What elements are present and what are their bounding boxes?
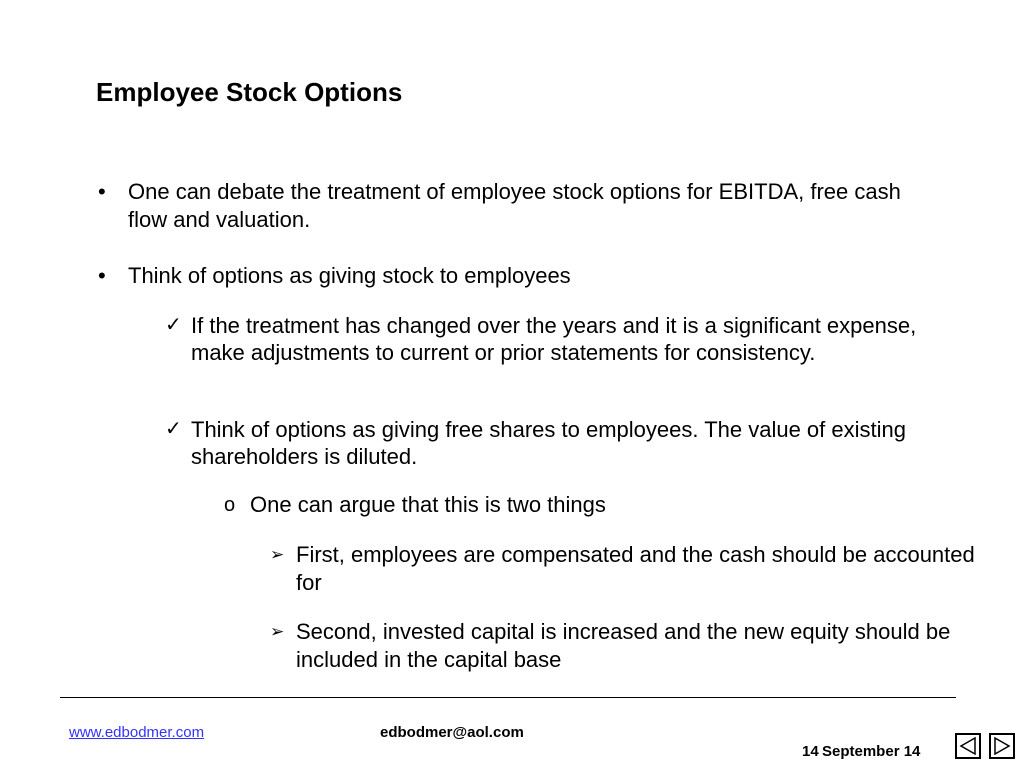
arrow-bullet-icon: ➢ <box>270 622 285 641</box>
previous-slide-button[interactable] <box>955 733 981 759</box>
checkmark-item <box>165 416 951 470</box>
slide-title: Employee Stock Options <box>96 77 403 107</box>
page-number: 14 <box>802 743 819 760</box>
triangle-left-icon <box>957 735 979 757</box>
checkmark-item-text: Think of options as giving free shares to employees. The value of existing shareholders is diluted. <box>191 417 906 469</box>
bullet-marker: • <box>98 179 106 204</box>
triangle-right-icon <box>991 735 1013 757</box>
checkmark-icon: ✓ <box>165 418 182 440</box>
bullet-item-level1 <box>98 262 938 290</box>
footer-divider <box>60 697 956 698</box>
arrow-bullet-icon: ➢ <box>270 545 285 564</box>
bullet-text: One can debate the treatment of employee stock options for EBITDA, free cash flow and valuation. <box>128 179 901 232</box>
website-link[interactable]: www.edbodmer.com <box>69 724 205 741</box>
circle-bullet-marker: o <box>224 494 236 516</box>
checkmark-icon: ✓ <box>165 314 182 336</box>
footer-date: September 14 <box>822 743 921 760</box>
bullet-item-level1 <box>98 178 938 234</box>
arrow-bullet-text: Second, invested capital is increased and the new equity should be included in the capital base <box>296 619 951 672</box>
arrow-bullet-item <box>270 541 986 597</box>
arrow-bullet-text: First, employees are compensated and the cash should be accounted for <box>296 542 975 595</box>
sub-bullet-text: One can argue that this is two things <box>250 492 606 517</box>
bullet-marker: • <box>98 263 106 288</box>
sub-bullet-item <box>224 491 950 519</box>
checkmark-item <box>165 312 951 366</box>
footer-email: edbodmer@aol.com <box>380 724 524 741</box>
arrow-bullet-item <box>270 618 986 674</box>
checkmark-item-text: If the treatment has changed over the years and it is a significant expense, make adjustments to current or prior statements for consistency. <box>191 313 917 365</box>
bullet-text: Think of options as giving stock to employees <box>128 263 571 288</box>
next-slide-button[interactable] <box>989 733 1015 759</box>
